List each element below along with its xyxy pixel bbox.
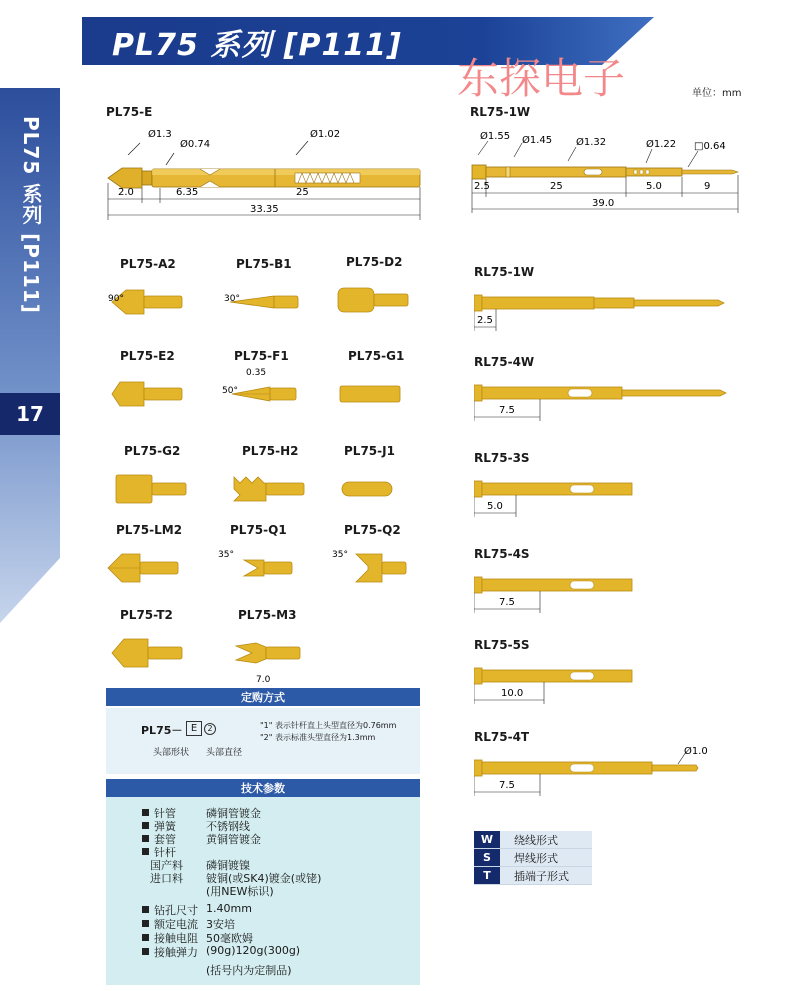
main-probe-drawing: [100, 125, 425, 225]
specs-title: 技术参数: [106, 779, 420, 797]
bullet-icon: [142, 906, 149, 913]
tip-angle: 90°: [108, 294, 124, 304]
tip-drawing: [332, 458, 422, 522]
spec-value: 黄铜管镀金: [206, 833, 261, 846]
dim-d3: Ø1.02: [310, 129, 341, 140]
spec-value: 铍铜(或SK4)镀金(或铑): [206, 872, 322, 885]
dim-l3: 5.0: [646, 181, 662, 192]
tip-angle: 35°: [218, 550, 234, 560]
spec-key: 国产料: [150, 859, 183, 872]
tip-label: PL75-A2: [120, 257, 176, 271]
spec-key: 针管: [154, 807, 176, 820]
tip-dim: 7.0: [256, 675, 271, 685]
tip-label: PL75-Q2: [344, 523, 401, 537]
dim-d3: Ø1.32: [576, 137, 607, 148]
receptacle-label: RL75-1W: [470, 105, 531, 119]
tip-drawing: [334, 269, 424, 333]
tip-drawing: [230, 458, 320, 522]
tip-angle: 30°: [224, 294, 240, 304]
tip-drawing: [336, 363, 426, 427]
receptacle-item-drawing: [474, 467, 744, 529]
legend-value: 焊线形式: [500, 849, 592, 866]
legend-key: T: [474, 867, 500, 884]
tip-drawing: [108, 363, 198, 427]
receptacle-item-drawing: [474, 281, 744, 343]
receptacle-dim: 2.5: [477, 315, 493, 326]
legend-value: 绕线形式: [500, 831, 592, 848]
page-title: PL75 系列 [P111]: [112, 28, 402, 63]
bullet-icon: [142, 822, 149, 829]
sidebar-title: PL75 系列 [P111]: [19, 116, 43, 314]
spec-key: 针杆: [154, 846, 176, 859]
ordering-panel: [106, 708, 420, 774]
spec-row: [142, 944, 198, 960]
tip-drawing: [218, 537, 308, 601]
dim-b: 25: [296, 187, 309, 198]
receptacle-dim: 7.5: [499, 780, 515, 791]
order-code-head: E: [186, 721, 202, 736]
spec-key: 接触弹力: [154, 946, 198, 959]
spec-key: 额定电流: [154, 918, 198, 931]
page-number: 17: [0, 393, 60, 435]
unit-label: 单位：mm: [692, 88, 742, 99]
order-code-prefix: PL75－: [141, 724, 183, 737]
receptacle-dim: 10.0: [501, 688, 524, 699]
tip-label: PL75-H2: [242, 444, 299, 458]
receptacle-item-label: RL75-4S: [474, 547, 530, 561]
tip-drawing: [332, 537, 422, 601]
probe-label: PL75-E: [106, 105, 153, 119]
tip-label: PL75-B1: [236, 257, 292, 271]
receptacle-item-label: RL75-4W: [474, 355, 535, 369]
dim-sq: □0.64: [694, 141, 726, 152]
dim-d1: Ø1.55: [480, 131, 511, 142]
legend-row: [474, 849, 592, 867]
tip-label: PL75-LM2: [116, 523, 183, 537]
spec-key: 弹簧: [154, 820, 176, 833]
spec-key: 接触电阻: [154, 932, 198, 945]
tip-label: PL75-D2: [346, 255, 403, 269]
receptacle-item-drawing: [474, 563, 744, 625]
legend-key: S: [474, 849, 500, 866]
dim-d4: Ø1.22: [646, 139, 677, 150]
order-dia-label: 头部直径: [206, 748, 243, 758]
receptacle-dia: Ø1.0: [684, 746, 708, 757]
spec-value: 1.40mm: [206, 902, 252, 915]
tip-label: PL75-T2: [120, 608, 173, 622]
dim-l1: 2.5: [474, 181, 490, 192]
spec-value: 磷铜管镀金: [206, 807, 261, 820]
tip-label: PL75-F1: [234, 349, 289, 363]
bullet-icon: [142, 848, 149, 855]
spec-value: 磷铜镀镍: [206, 859, 250, 872]
tip-label: PL75-G2: [124, 444, 181, 458]
spec-value: (90g)120g(300g): [206, 944, 301, 957]
spec-row: [150, 870, 183, 886]
receptacle-item-label: RL75-3S: [474, 451, 530, 465]
order-code-dia: 2: [204, 723, 216, 735]
order-head-label: 头部形状: [153, 748, 190, 758]
receptacle-dim: 7.5: [499, 597, 515, 608]
tip-angle: 50°: [222, 386, 238, 396]
spec-key: 套管: [154, 833, 176, 846]
receptacle-item-label: RL75-1W: [474, 265, 535, 279]
tip-label: PL75-E2: [120, 349, 175, 363]
receptacle-dim: 5.0: [487, 501, 503, 512]
receptacle-item-drawing: [474, 746, 744, 808]
spec-value: (用NEW标识): [206, 885, 274, 898]
dim-a: 6.35: [176, 187, 199, 198]
tip-label: PL75-G1: [348, 349, 405, 363]
legend-value: 插端子形式: [500, 867, 592, 884]
brand-watermark: 东探电子: [457, 54, 626, 103]
dim-total: 33.35: [250, 204, 279, 215]
tip-drawing: [104, 537, 194, 601]
tip-drawing: [226, 622, 316, 686]
tip-drawing: [112, 458, 202, 522]
tip-label: PL75-Q1: [230, 523, 287, 537]
spec-key: 进口料: [150, 872, 183, 885]
bullet-icon: [142, 835, 149, 842]
dim-l2: 25: [550, 181, 563, 192]
receptacle-dim: 7.5: [499, 405, 515, 416]
bullet-icon: [142, 934, 149, 941]
receptacle-item-drawing: [474, 654, 744, 716]
tip-drawing: [108, 622, 198, 686]
spec-value: (括号内为定制品): [206, 964, 292, 977]
receptacle-item-label: RL75-4T: [474, 730, 530, 744]
dim-total: 39.0: [592, 198, 615, 209]
tip-drawing: [222, 363, 312, 427]
receptacle-drawing: [466, 125, 746, 215]
receptacle-item-drawing: [474, 371, 744, 433]
tip-label: PL75-M3: [238, 608, 297, 622]
legend-key: W: [474, 831, 500, 848]
spec-value: 50毫欧姆: [206, 932, 253, 945]
tip-label: PL75-J1: [344, 444, 395, 458]
bullet-icon: [142, 920, 149, 927]
dim-l4: 9: [704, 181, 711, 192]
dim-d2: Ø0.74: [180, 139, 211, 150]
tip-drawing: [224, 271, 314, 335]
spec-key: 钻孔尺寸: [154, 904, 198, 917]
dim-tip: 2.0: [118, 187, 134, 198]
legend-row: [474, 831, 592, 849]
ordering-title: 定购方式: [106, 688, 420, 706]
tip-angle: 35°: [332, 550, 348, 560]
spec-value: 3安培: [206, 918, 235, 931]
bullet-icon: [142, 948, 149, 955]
bullet-icon: [142, 809, 149, 816]
legend-row: [474, 867, 592, 885]
dim-d1: Ø1.3: [148, 129, 172, 140]
receptacle-item-label: RL75-5S: [474, 638, 530, 652]
dim-d2: Ø1.45: [522, 135, 553, 146]
order-note-2: "2" 表示标准头型直径为1.3mm: [260, 733, 376, 742]
specs-panel: [106, 797, 420, 985]
legend-table: [474, 831, 592, 885]
tip-drawing: [108, 271, 198, 335]
tip-dim: 0.35: [246, 368, 267, 378]
order-note-1: "1" 表示针杆直上头型直径为0.76mm: [260, 721, 397, 730]
spec-value: 不锈钢线: [206, 820, 250, 833]
